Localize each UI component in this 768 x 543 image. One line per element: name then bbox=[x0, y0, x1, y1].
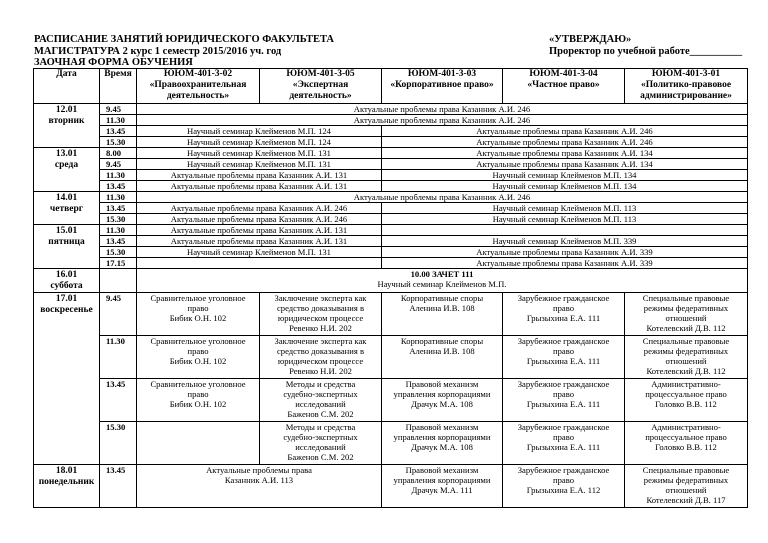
cell-line: Головко В.В. 112 bbox=[655, 399, 717, 409]
cell-line: Сравнительное уголовное bbox=[150, 336, 246, 346]
cell-line: управления корпорациями bbox=[393, 475, 491, 485]
cell-line: Зарубежное гражданское bbox=[517, 336, 610, 346]
cell-line: Корпоративные споры bbox=[400, 336, 484, 346]
time-cell: 9.45 bbox=[100, 159, 137, 170]
lesson-cell bbox=[625, 336, 748, 379]
time-cell: 15.30 bbox=[100, 214, 137, 225]
cell-line: режимы федеративных bbox=[643, 303, 729, 313]
lesson-cell bbox=[260, 293, 382, 336]
col-date-header: Дата bbox=[34, 69, 100, 104]
lesson-cell: Актуальные проблемы права Казанник А.И. 246 bbox=[137, 214, 382, 225]
group-name: «Экспертная деятельность» bbox=[289, 80, 352, 101]
cell-line: Правовой механизм bbox=[405, 465, 479, 475]
cell-line: право bbox=[552, 303, 574, 313]
cell-line: Сравнительное уголовное bbox=[150, 293, 246, 303]
cell-line: Баженов С.М. 202 bbox=[287, 452, 354, 462]
cell-line: Зарубежное гражданское bbox=[517, 379, 610, 389]
schedule-table bbox=[33, 68, 748, 508]
day-cell bbox=[34, 104, 100, 148]
cell-line: средство доказывания в bbox=[276, 346, 364, 356]
prorector-line: Проректор по учебной работе__________ bbox=[549, 46, 743, 57]
cell-line: Специальные правовые bbox=[642, 336, 730, 346]
lesson-cell bbox=[137, 293, 260, 336]
cell-line: управления корпорациями bbox=[393, 389, 491, 399]
day-weekday: воскресенье bbox=[40, 305, 93, 315]
col-time-header: Время bbox=[100, 69, 137, 104]
cell-line: Актуальные проблемы права bbox=[206, 465, 312, 475]
cell-line: Специальные правовые bbox=[642, 293, 730, 303]
header-row bbox=[34, 69, 748, 104]
lesson-cell: Актуальные проблемы права Казанник А.И. 131 bbox=[137, 181, 382, 192]
lesson-cell: Актуальные проблемы права Казанник А.И. 134 bbox=[382, 148, 748, 159]
cell-line: Административно- bbox=[651, 379, 721, 389]
cell-line: режимы федеративных bbox=[643, 346, 729, 356]
cell-line: Драчук М.А. 108 bbox=[411, 442, 473, 452]
exam-seminar: Научный семинар Клейменов М.П. bbox=[377, 279, 507, 289]
col-group-4 bbox=[503, 69, 625, 104]
lesson-cell bbox=[137, 336, 260, 379]
day-cell bbox=[34, 148, 100, 192]
cell-line: Котелевский Д.В. 117 bbox=[646, 495, 726, 505]
group-code: ЮЮМ-401-3-03 bbox=[407, 69, 477, 79]
day-weekday: среда bbox=[54, 160, 79, 170]
cell-line: отношений bbox=[665, 356, 707, 366]
cell-line: режимы федеративных bbox=[643, 475, 729, 485]
day-cell bbox=[34, 465, 100, 508]
lesson-cell bbox=[382, 336, 503, 379]
cell-line: исследований bbox=[295, 442, 346, 452]
cell-line: Ревенко Н.И. 202 bbox=[289, 323, 352, 333]
lesson-cell: Научный семинар Клейменов М.П. 134 bbox=[382, 170, 748, 181]
lesson-cell: Научный семинар Клейменов М.П. 131 bbox=[137, 159, 382, 170]
time-cell: 11.30 bbox=[100, 115, 137, 126]
cell-line: Драчук М.А. 111 bbox=[411, 485, 473, 495]
approve-stamp: «УТВЕРЖДАЮ» bbox=[549, 34, 632, 45]
lesson-cell: Научный семинар Клейменов М.П. 124 bbox=[137, 126, 382, 137]
cell-line: Аленина И.В. 108 bbox=[409, 303, 475, 313]
cell-line: Заключение эксперта как bbox=[274, 336, 367, 346]
group-name: «Частное право» bbox=[527, 80, 600, 90]
form-line: ЗАОЧНАЯ ФОРМА ОБУЧЕНИЯ bbox=[34, 57, 193, 68]
lesson-cell bbox=[382, 293, 503, 336]
lesson-cell bbox=[503, 422, 625, 465]
lesson-cell bbox=[503, 379, 625, 422]
cell-line: Грызыхина Е.А. 111 bbox=[526, 313, 601, 323]
lesson-cell: Актуальные проблемы права Казанник А.И. 131 bbox=[137, 225, 382, 236]
time-cell: 13.45 bbox=[100, 465, 137, 508]
cell-line: Методы и средства bbox=[285, 379, 356, 389]
lesson-cell: Актуальные проблемы права Казанник А.И. 131 bbox=[137, 236, 382, 247]
lesson-cell bbox=[137, 422, 260, 465]
day-weekday: суббота bbox=[50, 281, 83, 291]
exam-label: 10.00 ЗАЧЕТ 111 bbox=[410, 269, 474, 279]
lesson-cell: Научный семинар Клейменов М.П. 339 bbox=[382, 236, 748, 247]
cell-line: Бибик О.Н. 102 bbox=[169, 356, 227, 366]
cell-line: право bbox=[187, 303, 209, 313]
cell-line: Котелевский Д.В. 112 bbox=[646, 323, 726, 333]
day-date: 13.01 bbox=[55, 149, 78, 159]
cell-line: Грызыхина Е.А. 111 bbox=[526, 399, 601, 409]
col-group-2 bbox=[260, 69, 382, 104]
lesson-cell bbox=[625, 379, 748, 422]
group-code: ЮЮМ-401-3-05 bbox=[286, 69, 355, 79]
time-cell: 15.30 bbox=[100, 137, 137, 148]
lesson-cell bbox=[382, 225, 748, 236]
lesson-cell bbox=[137, 465, 382, 508]
cell-line: право bbox=[552, 432, 574, 442]
time-cell: 9.45 bbox=[100, 104, 137, 115]
cell-line: юридическом процессе bbox=[277, 313, 364, 323]
lesson-cell: Актуальные проблемы права Казанник А.И. 246 bbox=[137, 203, 382, 214]
cell-line: Зарубежное гражданское bbox=[517, 293, 610, 303]
time-cell: 17.15 bbox=[100, 258, 137, 269]
lesson-cell: Актуальные проблемы права Казанник А.И. 134 bbox=[382, 159, 748, 170]
lesson-cell: Научный семинар Клейменов М.П. 131 bbox=[137, 148, 382, 159]
lesson-cell bbox=[625, 293, 748, 336]
lesson-cell bbox=[382, 465, 503, 508]
group-name: «Корпоративное право» bbox=[390, 80, 494, 90]
cell-line: Котелевский Д.В. 112 bbox=[646, 366, 726, 376]
time-cell: 15.30 bbox=[100, 422, 137, 465]
time-cell: 15.30 bbox=[100, 247, 137, 258]
group-code: ЮЮМ-401-3-02 bbox=[163, 69, 233, 79]
cell-line: Головко В.В. 112 bbox=[655, 442, 717, 452]
cell-line: процессуальное право bbox=[645, 432, 727, 442]
time-cell: 8.00 bbox=[100, 148, 137, 159]
cell-line: юридическом процессе bbox=[277, 356, 364, 366]
lesson-cell bbox=[260, 336, 382, 379]
cell-line: Драчук М.А. 108 bbox=[411, 399, 473, 409]
day-weekday: понедельник bbox=[38, 477, 95, 487]
lesson-cell: Актуальные проблемы права Казанник А.И. 246 bbox=[137, 192, 748, 203]
lesson-cell: Научный семинар Клейменов М.П. 134 bbox=[382, 181, 748, 192]
day-date: 15.01 bbox=[55, 226, 78, 236]
cell-line: право bbox=[552, 346, 574, 356]
cell-line: право bbox=[187, 389, 209, 399]
cell-line: Административно- bbox=[651, 422, 721, 432]
cell-line: судебно-экспертных bbox=[283, 389, 358, 399]
cell-line: Бибик О.Н. 102 bbox=[169, 399, 227, 409]
cell-line: Зарубежное гражданское bbox=[517, 422, 610, 432]
lesson-cell bbox=[260, 379, 382, 422]
day-cell bbox=[34, 269, 100, 293]
cell-line: Казанник А.И. 113 bbox=[224, 475, 294, 485]
day-date: 12.01 bbox=[55, 105, 78, 115]
cell-line: Правовой механизм bbox=[405, 422, 479, 432]
lesson-cell bbox=[503, 336, 625, 379]
day-weekday: четверг bbox=[49, 204, 84, 214]
time-cell: 13.45 bbox=[100, 379, 137, 422]
lesson-cell: Актуальные проблемы права Казанник А.И. 246 bbox=[137, 104, 748, 115]
time-cell: 9.45 bbox=[100, 293, 137, 336]
cell-line: средство доказывания в bbox=[276, 303, 364, 313]
time-cell bbox=[100, 269, 137, 293]
day-weekday: вторник bbox=[48, 116, 85, 126]
col-group-5 bbox=[625, 69, 748, 104]
program-line: МАГИСТРАТУРА 2 курс 1 семестр 2015/2016 уч. год bbox=[34, 46, 282, 57]
cell-line: управления корпорациями bbox=[393, 432, 491, 442]
time-cell: 11.30 bbox=[100, 225, 137, 236]
day-date: 14.01 bbox=[55, 193, 78, 203]
time-cell: 11.30 bbox=[100, 192, 137, 203]
cell-line: Методы и средства bbox=[285, 422, 356, 432]
cell-line: Аленина И.В. 108 bbox=[409, 346, 475, 356]
day-cell bbox=[34, 225, 100, 269]
cell-line: Правовой механизм bbox=[405, 379, 479, 389]
group-name: «Правоохранительная деятельность» bbox=[149, 80, 247, 101]
group-name: «Политико-правовое администрирование» bbox=[640, 80, 732, 101]
lesson-cell: Актуальные проблемы права Казанник А.И. 131 bbox=[137, 170, 382, 181]
cell-line: Ревенко Н.И. 202 bbox=[289, 366, 352, 376]
col-group-1 bbox=[137, 69, 260, 104]
cell-line: процессуальное право bbox=[645, 389, 727, 399]
day-weekday: пятница bbox=[48, 237, 85, 247]
lesson-cell bbox=[137, 379, 260, 422]
cell-line: Сравнительное уголовное bbox=[150, 379, 246, 389]
time-cell: 11.30 bbox=[100, 170, 137, 181]
lesson-cell: Научный семинар Клейменов М.П. 113 bbox=[382, 203, 748, 214]
lesson-cell bbox=[503, 465, 625, 508]
lesson-cell bbox=[137, 269, 748, 293]
cell-line: Грызыхина Е.А. 111 bbox=[526, 356, 601, 366]
lesson-cell bbox=[625, 422, 748, 465]
time-cell: 13.45 bbox=[100, 203, 137, 214]
col-group-3 bbox=[382, 69, 503, 104]
time-cell: 13.45 bbox=[100, 126, 137, 137]
day-cell bbox=[34, 293, 100, 465]
page-title: РАСПИСАНИЕ ЗАНЯТИЙ ЮРИДИЧЕСКОГО ФАКУЛЬТЕТА bbox=[34, 34, 335, 45]
lesson-cell: Научный семинар Клейменов М.П. 124 bbox=[137, 137, 382, 148]
lesson-cell: Актуальные проблемы права Казанник А.И. 246 bbox=[382, 126, 748, 137]
lesson-cell bbox=[503, 293, 625, 336]
lesson-cell: Научный семинар Клейменов М.П. 113 bbox=[382, 214, 748, 225]
day-date: 18.01 bbox=[55, 466, 78, 476]
cell-line: Грызыхина Е.А. 111 bbox=[526, 442, 601, 452]
cell-line: Корпоративные споры bbox=[400, 293, 484, 303]
cell-line: отношений bbox=[665, 485, 707, 495]
lesson-cell: Актуальные проблемы права Казанник А.И. 246 bbox=[382, 137, 748, 148]
cell-line: право bbox=[552, 475, 574, 485]
cell-line: Грызыхина Е.А. 112 bbox=[526, 485, 601, 495]
cell-line: право bbox=[552, 389, 574, 399]
cell-line: отношений bbox=[665, 313, 707, 323]
group-code: ЮЮМ-401-3-01 bbox=[651, 69, 721, 79]
cell-line: Бибик О.Н. 102 bbox=[169, 313, 227, 323]
lesson-cell bbox=[137, 258, 382, 269]
group-code: ЮЮМ-401-3-04 bbox=[529, 69, 598, 79]
cell-line: право bbox=[187, 346, 209, 356]
lesson-cell: Актуальные проблемы права Казанник А.И. 339 bbox=[382, 247, 748, 258]
lesson-cell: Актуальные проблемы права Казанник А.И. 246 bbox=[137, 115, 748, 126]
day-date: 17.01 bbox=[55, 294, 78, 304]
lesson-cell: Актуальные проблемы права Казанник А.И. 339 bbox=[382, 258, 748, 269]
lesson-cell bbox=[625, 465, 748, 508]
time-cell: 11.30 bbox=[100, 336, 137, 379]
time-cell: 13.45 bbox=[100, 181, 137, 192]
lesson-cell: Научный семинар Клейменов М.П. 131 bbox=[137, 247, 382, 258]
time-cell: 13.45 bbox=[100, 236, 137, 247]
lesson-cell bbox=[382, 422, 503, 465]
cell-line: судебно-экспертных bbox=[283, 432, 358, 442]
cell-line: Специальные правовые bbox=[642, 465, 730, 475]
cell-line: Заключение эксперта как bbox=[274, 293, 367, 303]
cell-line: Баженов С.М. 202 bbox=[287, 409, 354, 419]
lesson-cell bbox=[260, 422, 382, 465]
lesson-cell bbox=[382, 379, 503, 422]
cell-line: Зарубежное гражданское bbox=[517, 465, 610, 475]
cell-line: исследований bbox=[295, 399, 346, 409]
day-cell bbox=[34, 192, 100, 225]
day-date: 16.01 bbox=[55, 270, 78, 280]
